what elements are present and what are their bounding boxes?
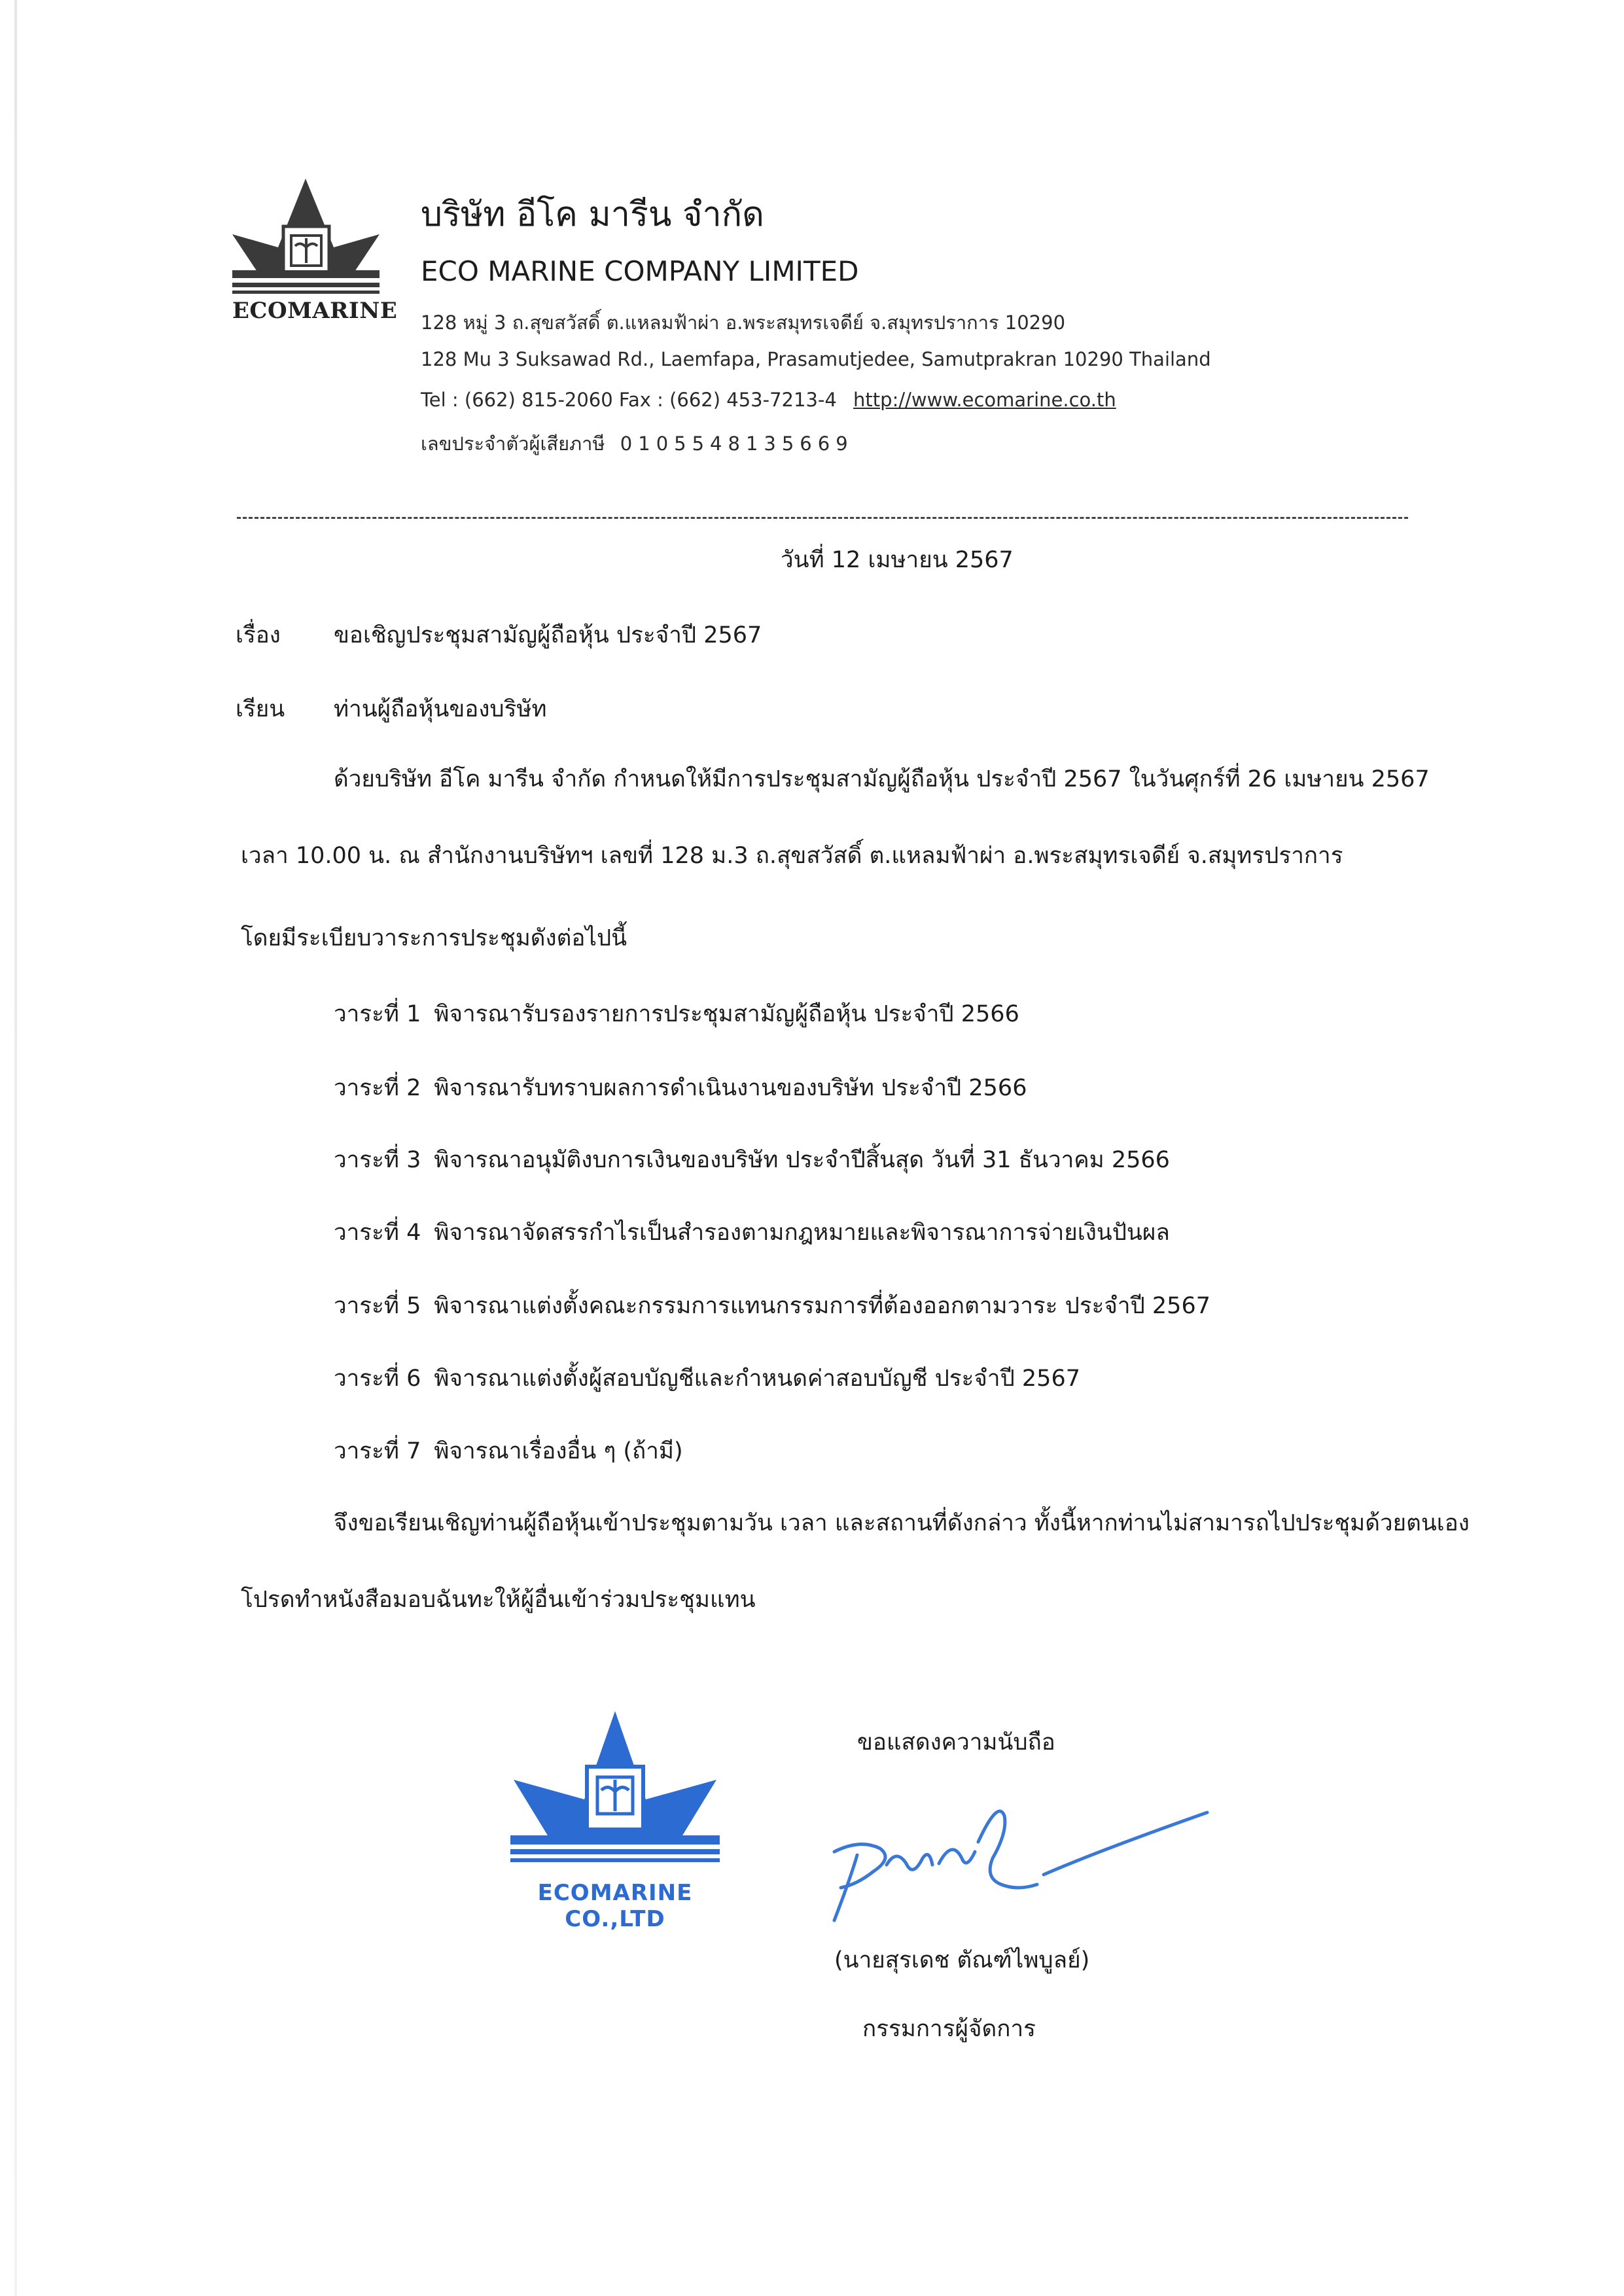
intro-paragraph-line-3: โดยมีระเบียบวาระการประชุมดังต่อไปนี้ (241, 925, 627, 951)
header-divider (237, 517, 1408, 519)
company-name-english: ECO MARINE COMPANY LIMITED (421, 255, 859, 287)
signature (821, 1786, 1227, 1930)
closing-paragraph-line-1: จึงขอเรียนเชิญท่านผู้ถือหุ้นเข้าประชุมตามวัน เวลา และสถานที่ดังกล่าว ทั้งนี้หากท่านไม่สามารถไปประชุมด้วยตนเอง (334, 1510, 1470, 1536)
agenda-number: วาระที่ 6 (334, 1366, 421, 1392)
agenda-text: พิจารณาจัดสรรกำไรเป็นสำรองตามกฎหมายและพิจารณาการจ่ายเงินปันผล (434, 1220, 1170, 1246)
regards: ขอแสดงความนับถือ (857, 1729, 1055, 1756)
signer-name: (นายสุรเดช ตัณฑ์ไพบูลย์) (834, 1947, 1090, 1973)
phone-fax: Tel : (662) 815-2060 Fax : (662) 453-7213-4 (421, 389, 837, 411)
agenda-item (334, 1288, 1210, 1324)
tax-id-label: เลขประจำตัวผู้เสียภาษี (421, 433, 605, 455)
agenda-number: วาระที่ 5 (334, 1293, 421, 1319)
agenda-item (334, 1360, 1080, 1396)
agenda-item (334, 1214, 1170, 1250)
tax-id-number: 0105548135669 (620, 433, 854, 455)
scan-edge (14, 0, 17, 2296)
signer-title: กรรมการผู้จัดการ (862, 2016, 1036, 2042)
contact-line (421, 389, 1116, 411)
company-name-thai: บริษัท อีโค มารีน จำกัด (421, 195, 764, 234)
intro-paragraph-line-1: ด้วยบริษัท อีโค มารีน จำกัด กำหนดให้มีการประชุมสามัญผู้ถือหุ้น ประจำปี 2567 ในวันศุกร์ที่ 26 เมษายน 2567 (334, 766, 1430, 792)
tax-id-line (421, 429, 854, 459)
address-english: 128 Mu 3 Suksawad Rd., Laemfapa, Prasamutjedee, Samutprakran 10290 Thailand (421, 348, 1211, 370)
agenda-item (334, 1070, 1027, 1106)
agenda-text: พิจารณารับรองรายการประชุมสามัญผู้ถือหุ้น ประจำปี 2566 (434, 1001, 1019, 1027)
recipient-text: ท่านผู้ถือหุ้นของบริษัท (334, 696, 547, 722)
company-stamp (507, 1708, 723, 1891)
agenda-number: วาระที่ 7 (334, 1438, 421, 1464)
agenda-text: พิจารณาเรื่องอื่น ๆ (ถ้ามี) (434, 1438, 683, 1464)
subject-label: เรื่อง (236, 622, 281, 648)
agenda-text: พิจารณาแต่งตั้งผู้สอบบัญชีและกำหนดค่าสอบบัญชี ประจำปี 2567 (434, 1366, 1080, 1392)
agenda-text: พิจารณาแต่งตั้งคณะกรรมการแทนกรรมการที่ต้องออกตามวาระ ประจำปี 2567 (434, 1293, 1210, 1319)
intro-paragraph-line-2: เวลา 10.00 น. ณ สำนักงานบริษัทฯ เลขที่ 128 ม.3 ถ.สุขสวัสดิ์ ต.แหลมฟ้าผ่า อ.พระสมุทรเจดีย์ จ.สมุทรปราการ (241, 843, 1343, 869)
agenda-item (334, 996, 1019, 1032)
agenda-number: วาระที่ 1 (334, 1001, 421, 1027)
agenda-number: วาระที่ 4 (334, 1220, 421, 1246)
stamp-wordmark: ECOMARINE CO.,LTD (537, 1880, 693, 1932)
address-thai: 128 หมู่ 3 ถ.สุขสวัสดิ์ ต.แหลมฟ้าผ่า อ.พระสมุทรเจดีย์ จ.สมุทรปราการ 10290 (421, 311, 1066, 334)
website-link[interactable]: http://www.ecomarine.co.th (853, 389, 1116, 411)
agenda-number: วาระที่ 3 (334, 1147, 421, 1173)
agenda-text: พิจารณารับทราบผลการดำเนินงานของบริษัท ประจำปี 2566 (434, 1075, 1027, 1101)
agenda-number: วาระที่ 2 (334, 1075, 421, 1101)
agenda-text: พิจารณาอนุมัติงบการเงินของบริษัท ประจำปีสิ้นสุด วันที่ 31 ธันวาคม 2566 (434, 1147, 1170, 1173)
recipient-label: เรียน (236, 696, 285, 722)
subject-text: ขอเชิญประชุมสามัญผู้ถือหุ้น ประจำปี 2567 (334, 622, 762, 648)
agenda-item (334, 1433, 683, 1469)
logo-wordmark: ECOMARINE (232, 298, 398, 324)
closing-paragraph-line-2: โปรดทำหนังสือมอบฉันทะให้ผู้อื่นเข้าร่วมประชุมแทน (241, 1587, 756, 1613)
letter-date: วันที่ 12 เมษายน 2567 (781, 547, 1014, 573)
agenda-item (334, 1142, 1170, 1178)
